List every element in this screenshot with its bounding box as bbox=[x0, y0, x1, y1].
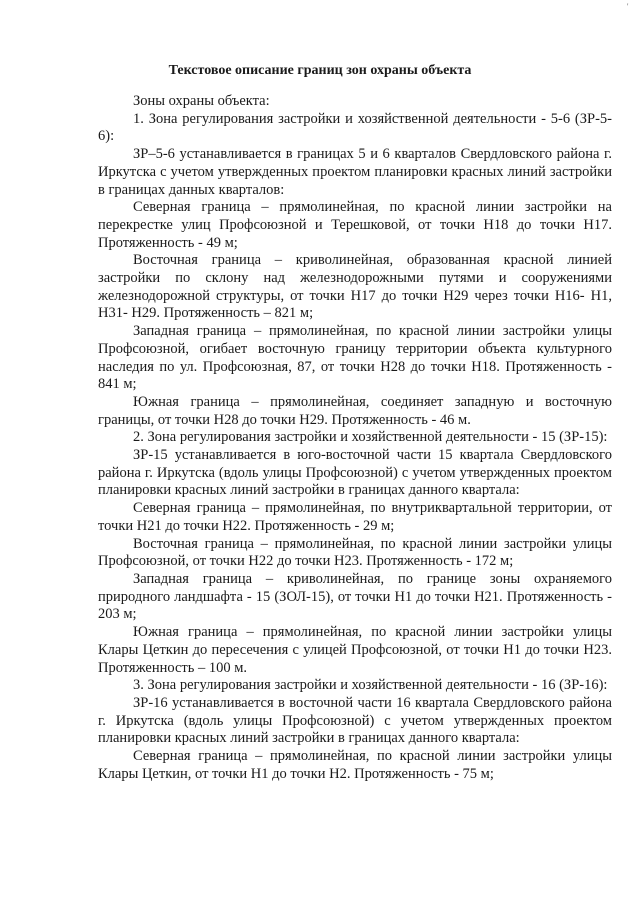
paragraph-zone-1-description: ЗР–5-6 устанавливается в границах 5 и 6 кварталов Свердловского района г. Иркутска с учетом утвержденных проектом планировки красных линий застройки в границах данных кварталов: bbox=[98, 146, 612, 198]
paragraph-zone-2-east: Восточная граница – прямолинейная, по красной линии застройки улицы Профсоюзной, от точки Н22 до точки Н23. Протяженность - 172 м; bbox=[98, 535, 612, 570]
paragraph-zone-2-west: Западная граница – криволинейная, по границе зоны охраняемого природного ландшафта - 15 (ЗОЛ-15), от точки Н1 до точки Н21. Протяженность - 203 м; bbox=[98, 570, 612, 623]
paragraph-zone-2-description: ЗР-15 устанавливается в юго-восточной части 15 квартала Свердловского района г. Иркутска (вдоль улицы Профсоюзной) с учетом утвержденных проектом планировки красных линий застройки в границах данного квартала: bbox=[98, 447, 612, 499]
paragraph-zone-2-heading: 2. Зона регулирования застройки и хозяйственной деятельности - 15 (ЗР-15): bbox=[133, 429, 608, 446]
paragraph-intro: Зоны охраны объекта: bbox=[133, 93, 270, 109]
corner-mark: ' bbox=[627, 2, 629, 11]
paragraph-zone-3-description: ЗР-16 устанавливается в восточной части 16 квартала Свердловского района г. Иркутска (вдоль улицы Профсоюзной) с учетом утвержденных проектом планировки красных линий застройки в границах данного квартала: bbox=[98, 694, 612, 747]
paragraph-zone-2-south: Южная граница – прямолинейная, по красной линии застройки улицы Клары Цеткин до пересечения с улицей Профсоюзной, от точки Н1 до точки Н23. Протяженность – 100 м. bbox=[98, 624, 612, 676]
paragraph-zone-1-heading: 1. Зона регулирования застройки и хозяйственной деятельности - 5-6 (ЗР-5-6): bbox=[98, 110, 612, 145]
paragraph-zone-1-west: Западная граница – прямолинейная, по красной линии застройки улицы Профсоюзной, огибает восточную границу территории объекта культурного наследия по ул. Профсоюзная, 87, от точки Н28 до точки Н18. Протяженность - 841 м; bbox=[98, 323, 612, 393]
paragraph-zone-1-south: Южная граница – прямолинейная, соединяет западную и восточную границы, от точки Н28 до точки Н29. Протяженность - 46 м. bbox=[98, 393, 612, 428]
paragraph-zone-3-heading: 3. Зона регулирования застройки и хозяйственной деятельности - 16 (ЗР-16): bbox=[133, 677, 608, 694]
paragraph-zone-3-north: Северная граница – прямолинейная, по красной линии застройки улицы Клары Цеткин, от точки Н1 до точки Н2. Протяженность - 75 м; bbox=[98, 748, 612, 782]
document-body bbox=[98, 93, 612, 783]
document-title: Текстовое описание границ зон охраны объекта bbox=[168, 63, 472, 78]
paragraph-zone-1-north: Северная граница – прямолинейная, по красной линии застройки на перекрестке улиц Профсоюзной и Терешковой, от точки Н18 до точки Н17. Протяженность - 49 м; bbox=[98, 199, 612, 251]
paragraph-zone-2-north: Северная граница – прямолинейная, по внутриквартальной территории, от точки Н21 до точки Н22. Протяженность - 29 м; bbox=[98, 500, 612, 534]
paragraph-zone-1-east: Восточная граница – криволинейная, образованная красной линией застройки по склону над железнодорожными путями и сооружениями железнодорожной структуры, от точки Н17 до точки Н29 через точки Н16- Н1, Н31- Н29. Протяженность – 821 м; bbox=[98, 252, 612, 322]
